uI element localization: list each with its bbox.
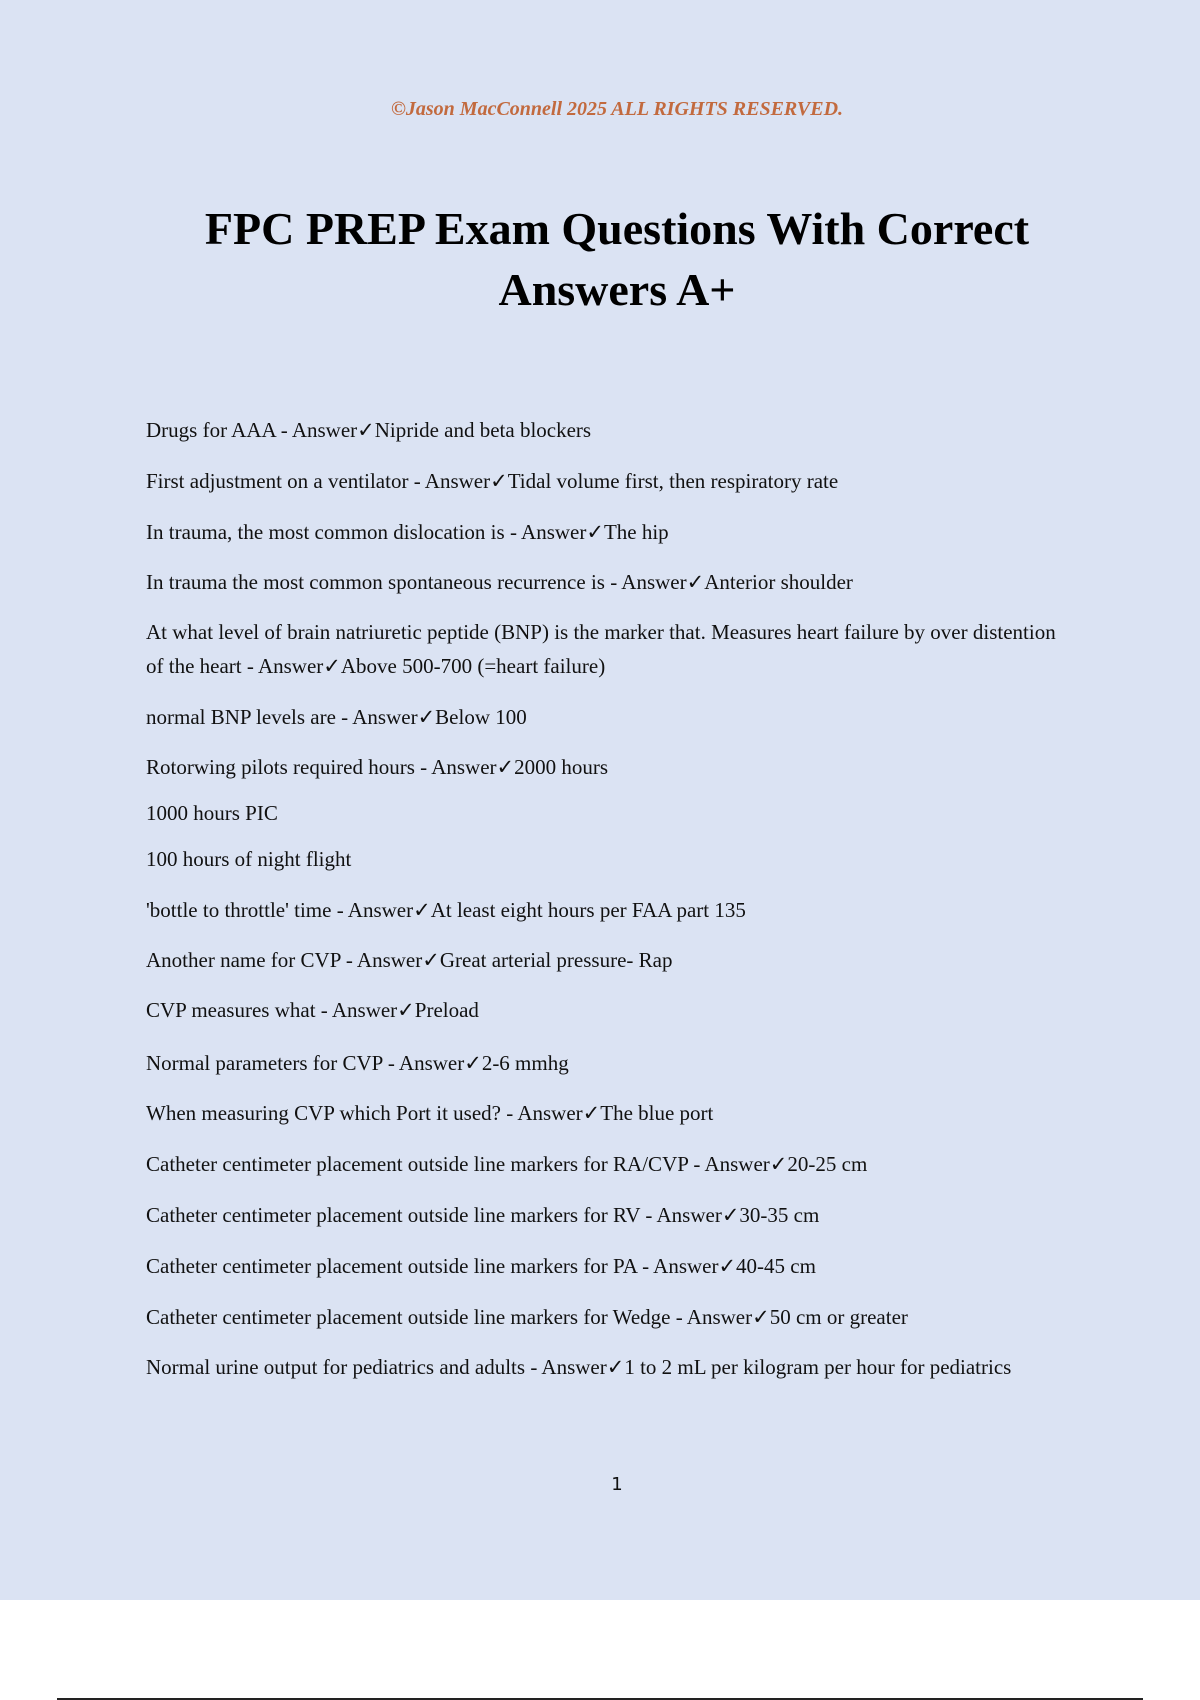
qa-item: When measuring CVP which Port it used? - Answer✓The blue port — [146, 1101, 714, 1125]
qa-item: At what level of brain natriuretic peptide (BNP) is the marker that. Measures heart failure by over distention of the heart - Answer✓Above 500-700 (=heart failure) — [146, 620, 1056, 678]
qa-item: Catheter centimeter placement outside line markers for RV - Answer✓30-35 cm — [146, 1203, 820, 1227]
qa-item: Another name for CVP - Answer✓Great arterial pressure- Rap — [146, 948, 673, 972]
qa-item: Rotorwing pilots required hours - Answer✓2000 hours — [146, 755, 609, 779]
qa-item: 'bottle to throttle' time - Answer✓At least eight hours per FAA part 135 — [146, 898, 746, 922]
qa-item: First adjustment on a ventilator - Answer✓Tidal volume first, then respiratory rate — [146, 469, 839, 493]
qa-item: Catheter centimeter placement outside line markers for RA/CVP - Answer✓20-25 cm — [146, 1152, 868, 1176]
qa-item: 100 hours of night flight — [146, 847, 352, 871]
qa-item: Drugs for AAA - Answer✓Nipride and beta blockers — [146, 418, 592, 442]
document-title: FPC PREP Exam Questions With Correct Answers A+ — [204, 203, 1030, 315]
qa-item: normal BNP levels are - Answer✓Below 100 — [146, 705, 527, 729]
qa-item: Normal parameters for CVP - Answer✓2-6 mmhg — [146, 1051, 569, 1075]
copyright-notice: ©Jason MacConnell 2025 ALL RIGHTS RESERVED. — [390, 98, 844, 120]
qa-item: Catheter centimeter placement outside line markers for PA - Answer✓40-45 cm — [146, 1254, 816, 1278]
qa-item: 1000 hours PIC — [146, 801, 278, 825]
page-number: 1 — [611, 1474, 623, 1495]
qa-item: In trauma, the most common dislocation is - Answer✓The hip — [146, 520, 669, 544]
qa-item: Catheter centimeter placement outside line markers for Wedge - Answer✓50 cm or greater — [146, 1305, 908, 1329]
qa-item: In trauma the most common spontaneous recurrence is - Answer✓Anterior shoulder — [146, 570, 853, 594]
qa-item: CVP measures what - Answer✓Preload — [146, 998, 479, 1022]
qa-item: Normal urine output for pediatrics and adults - Answer✓1 to 2 mL per kilogram per hour for pediatrics — [146, 1355, 1012, 1379]
